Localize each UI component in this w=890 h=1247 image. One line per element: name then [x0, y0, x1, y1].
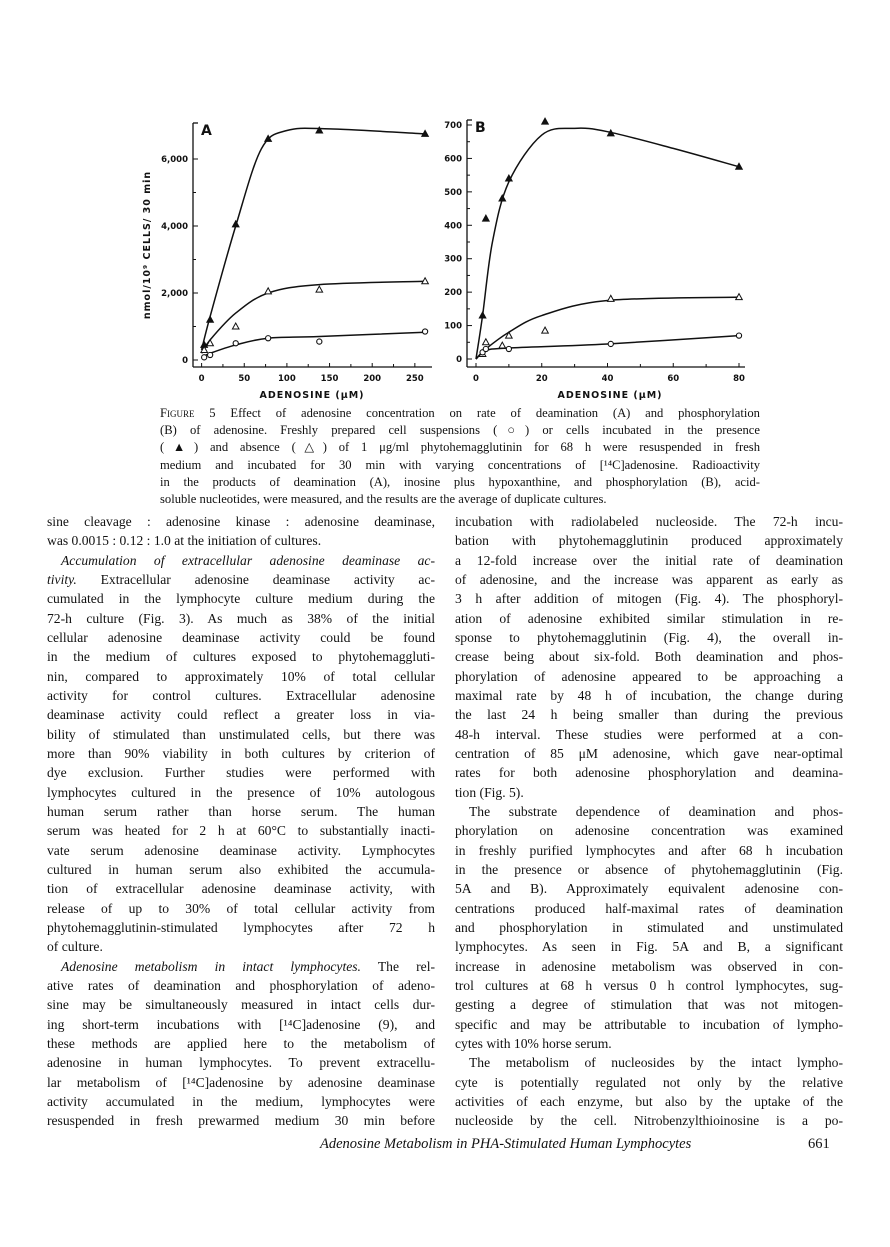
fit-curve: [476, 128, 739, 359]
text-line: [455, 918, 843, 937]
line-text: these methods are applied here to the metabolism of: [47, 1035, 435, 1051]
line-text: gesting a degree of stimulation that was not mitogen-: [455, 997, 843, 1013]
data-point-circle: [483, 346, 488, 351]
data-point-triangle: [232, 221, 239, 227]
figure-caption: [160, 405, 760, 508]
line-text: centration of 85 μM adenosine, which gave near-optimal: [455, 745, 843, 761]
data-point-triangle: [499, 342, 506, 348]
x-tick-label: 0: [198, 374, 205, 384]
line-text: deaminase activity could reflect a greater loss in via-: [47, 707, 435, 723]
data-point-triangle: [542, 327, 549, 333]
line-text: of adenosine, and the increase was apparent as early as: [455, 571, 843, 587]
caption-text: soluble nucleotides, were measured, and the results are the average of duplicate cultures.: [160, 491, 607, 506]
text-line: [455, 995, 843, 1014]
text-line: [47, 705, 435, 724]
left-text-column: [47, 512, 435, 1131]
text-line: [455, 879, 843, 898]
panel-label: B: [475, 120, 486, 136]
y-tick-label: 600: [444, 154, 462, 165]
caption-text: in the products of deamination (A), inosine plus hypoxanthine, and phosphorylation (B), acid-: [160, 474, 760, 489]
line-text: human serum rather than horse serum. The human: [47, 803, 435, 819]
line-text: cultured in human serum also exhibited the accumula-: [47, 861, 435, 877]
text-line: [47, 841, 435, 860]
chart-panel-b: [444, 118, 745, 400]
text-line: [47, 589, 435, 608]
text-line: [47, 609, 435, 628]
line-text: cellular adenosine deaminase activity could be found: [47, 629, 435, 645]
line-text: activity accumulated in the medium, lymphocytes were: [47, 1093, 435, 1109]
y-tick-label: 300: [444, 254, 462, 265]
data-point-circle: [266, 336, 271, 341]
text-line: [455, 705, 843, 724]
text-line: [455, 783, 843, 802]
text-line: [47, 783, 435, 802]
x-tick-label: 80: [733, 374, 745, 384]
figure-5: [0, 0, 890, 400]
text-line: [455, 667, 843, 686]
line-text: increase in adenosine metabolism was observed in con-: [455, 958, 843, 974]
caption-text: (▲) and absence (△) of 1 μg/ml phytohemagglutinin for 68 h were resuspended in fresh: [160, 440, 760, 455]
x-tick-label: 60: [667, 374, 680, 384]
line-text: tion of extracellular adenosine deaminase activity, with: [47, 881, 435, 897]
line-text: in freshly purified lymphocytes and after 68 h incubation: [455, 842, 843, 858]
line-text: bility of stimulated than unstimulated cells, but there was: [47, 726, 435, 742]
line-text: lar metabolism of [¹⁴C]adenosine by adenosine deaminase: [47, 1074, 435, 1090]
line-text: was 0.0015 : 0.12 : 1.0 at the initiation of cultures.: [47, 533, 322, 549]
text-line: [47, 821, 435, 840]
italic-heading: Accumulation of extracellular adenosine deaminase ac-: [61, 552, 435, 568]
line-text: The rel-: [360, 958, 435, 974]
text-line: [47, 531, 435, 550]
line-text: adenosine in human lymphocytes. To prevent extracellu-: [47, 1055, 435, 1071]
y-tick-label: 4,000: [161, 222, 188, 232]
caption-line: [160, 422, 760, 439]
line-text: trol cultures at 68 h versus 0 h control lymphocytes, sug-: [455, 977, 843, 993]
text-line: [455, 1073, 843, 1092]
panel-label: A: [201, 123, 212, 139]
caption-line: [160, 405, 760, 422]
chart-panel-a: [142, 123, 432, 400]
line-text: activities of each enzyme, but also by the uptake of the: [455, 1093, 843, 1109]
y-tick-label: 6,000: [161, 155, 188, 165]
text-line: [47, 937, 435, 956]
text-line: [455, 860, 843, 879]
text-line: [455, 937, 843, 956]
text-line: [47, 628, 435, 647]
text-line: [47, 570, 435, 589]
line-text: crease being about six-fold. Both deamination and phos-: [455, 649, 843, 665]
text-line: [455, 976, 843, 995]
line-text: The metabolism of nucleosides by the intact lympho-: [469, 1055, 843, 1071]
text-line: [455, 899, 843, 918]
line-text: in the medium of cultures exposed to phytohemaggluti-: [47, 649, 435, 665]
caption-line: [160, 474, 760, 491]
line-text: more than 90% viability in both cultures by criterion of: [47, 745, 435, 761]
data-point-triangle: [499, 195, 506, 201]
line-text: The substrate dependence of deamination and phos-: [469, 803, 843, 819]
text-line: [47, 744, 435, 763]
line-text: activity for control cultures. Extracellular adenosine: [47, 687, 435, 703]
running-title: Adenosine Metabolism in PHA-Stimulated Human Lymphocytes: [320, 1136, 692, 1152]
y-tick-label: 100: [444, 321, 462, 332]
line-text: 48-h interval. These studies were performed at a con-: [455, 726, 843, 742]
fit-curve: [476, 297, 739, 359]
text-line: [47, 918, 435, 937]
line-text: serum was heated for 2 h at 60°C to substantially inacti-: [47, 823, 435, 839]
text-line: [455, 1015, 843, 1034]
data-point-triangle: [265, 288, 272, 294]
y-tick-label: 2,000: [161, 289, 188, 299]
line-text: specific and may be attributable to incubation of lympho-: [455, 1016, 843, 1032]
text-line: [47, 1092, 435, 1111]
line-text: cytes with 10% horse serum.: [455, 1035, 612, 1051]
data-point-triangle: [483, 215, 490, 221]
y-tick-label: 200: [444, 288, 462, 299]
caption-text: medium and incubated for 30 min with varying concentrations of [¹⁴C]adenosine. Radioactivity: [160, 457, 760, 472]
line-text: ation of adenosine exhibited similar stimulation in re-: [455, 610, 843, 626]
line-text: resuspended in fresh prewarmed medium 30 min before: [47, 1113, 435, 1129]
text-line: [47, 957, 435, 976]
y-axis-label: nmol/10⁹ CELLS/ 30 min: [142, 170, 153, 320]
text-line: [47, 976, 435, 995]
caption-text: (B) of adenosine. Freshly prepared cell suspensions (○) or cells incubated in the presence: [160, 423, 760, 438]
caption-line: [160, 439, 760, 456]
text-line: [47, 647, 435, 666]
data-point-triangle: [479, 312, 486, 318]
text-line: [47, 1111, 435, 1130]
text-line: [47, 802, 435, 821]
caption-text: Effect of adenosine concentration on rate of deamination (A) and phosphorylation: [215, 406, 760, 420]
line-text: a 12-fold increase over the initial rate of deamination: [455, 552, 843, 568]
data-point-circle: [208, 352, 213, 357]
line-text: sine may be simultaneously measured in intact cells dur-: [47, 997, 435, 1013]
text-line: [455, 570, 843, 589]
line-text: in the presence or absence of phytohemagglutinin (Fig.: [455, 861, 843, 877]
x-tick-label: 50: [238, 374, 251, 384]
caption-line: [160, 457, 760, 474]
data-point-circle: [422, 329, 427, 334]
line-text: lymphocytes. As seen in Fig. 5A and B, a significant: [455, 939, 843, 955]
line-text: the last 24 h being smaller than during the previous: [455, 707, 843, 723]
line-text: incubation with radiolabeled nucleoside. The 72-h incu-: [455, 514, 843, 529]
line-text: nin, compared to approximately 10% of total cellular: [47, 668, 435, 684]
line-text: centrations produced half-maximal rates of deamination: [455, 900, 843, 916]
text-line: [47, 763, 435, 782]
text-line: [455, 725, 843, 744]
line-text: and phosphorylation in stimulated and unstimulated: [455, 919, 843, 935]
italic-heading: tivity.: [47, 571, 77, 587]
text-line: [455, 1034, 843, 1053]
right-text-column: [455, 512, 843, 1131]
line-text: phorylation on adenosine concentration was examined: [455, 823, 843, 839]
text-line: [47, 1073, 435, 1092]
data-point-circle: [202, 355, 207, 360]
line-text: sponse to phytohemagglutinin (Fig. 4), the overall in-: [455, 629, 843, 645]
text-line: [47, 860, 435, 879]
data-point-circle: [608, 341, 613, 346]
data-point-triangle: [207, 316, 214, 322]
text-line: [47, 879, 435, 898]
x-tick-label: 100: [278, 374, 296, 384]
line-text: bation with phytohemagglutinin produced approximately: [455, 533, 843, 549]
text-line: [47, 1015, 435, 1034]
y-tick-label: 500: [444, 187, 462, 198]
text-line: [455, 647, 843, 666]
data-point-triangle: [542, 118, 549, 124]
text-line: [455, 686, 843, 705]
line-text: sine cleavage : adenosine kinase : adenosine deaminase,: [47, 514, 435, 529]
line-text: 5A and B). Approximately equivalent adenosine con-: [455, 881, 843, 897]
fit-curve: [476, 336, 739, 359]
text-line: [455, 1053, 843, 1072]
line-text: ative rates of deamination and phosphorylation of adeno-: [47, 977, 435, 993]
text-line: [455, 589, 843, 608]
x-tick-label: 200: [363, 374, 382, 384]
figure-label: Figure 5: [160, 406, 216, 420]
text-line: [455, 1111, 843, 1130]
text-line: [455, 957, 843, 976]
data-point-circle: [233, 341, 238, 346]
line-text: 72-h culture (Fig. 3). As much as 38% of the initial: [47, 610, 435, 626]
fit-curve: [202, 128, 425, 350]
text-line: [455, 763, 843, 782]
line-text: 3 h after addition of mitogen (Fig. 4). The phosphoryl-: [455, 591, 843, 607]
text-line: [47, 551, 435, 570]
text-line: [47, 899, 435, 918]
data-point-triangle: [232, 323, 239, 329]
text-line: [455, 551, 843, 570]
text-line: [455, 1092, 843, 1111]
line-text: vate serum adenosine deaminase activity. Lymphocytes: [47, 842, 435, 858]
line-text: tion (Fig. 5).: [455, 784, 524, 800]
line-text: ing short-term incubations with [¹⁴C]adenosine (9), and: [47, 1016, 435, 1032]
data-point-triangle: [316, 286, 323, 292]
x-tick-label: 20: [535, 374, 548, 384]
text-line: [47, 1053, 435, 1072]
x-tick-label: 0: [473, 374, 479, 384]
y-tick-label: 0: [182, 356, 188, 366]
line-text: phytohemagglutinin-stimulated lymphocytes after 72 h: [47, 919, 435, 935]
text-line: [47, 686, 435, 705]
x-axis-label: ADENOSINE (μM): [557, 390, 663, 400]
text-line: [47, 725, 435, 744]
text-line: [455, 628, 843, 647]
caption-line: [160, 491, 760, 508]
y-tick-label: 0: [456, 355, 462, 365]
text-line: [455, 841, 843, 860]
text-line: [455, 609, 843, 628]
data-point-circle: [736, 333, 741, 338]
text-line: [455, 531, 843, 550]
line-text: cumulated in the lymphocyte culture medium during the: [47, 591, 435, 607]
data-point-triangle: [607, 295, 614, 301]
line-text: release of up to 30% of total cellular activity from: [47, 900, 435, 916]
page-number: 661: [808, 1136, 830, 1152]
line-text: Extracellular adenosine deaminase activity ac-: [76, 571, 435, 587]
y-tick-label: 400: [444, 221, 462, 232]
line-text: lymphocytes cultured in the presence of 10% autologous: [47, 784, 435, 800]
line-text: cyte is potentially regulated not only by the relative: [455, 1074, 843, 1090]
text-line: [455, 821, 843, 840]
y-tick-label: 700: [444, 121, 462, 131]
x-tick-label: 40: [601, 374, 614, 384]
text-line: [455, 744, 843, 763]
x-tick-label: 250: [405, 374, 424, 384]
text-line: [455, 802, 843, 821]
text-line: [47, 512, 435, 531]
line-text: maximal rate by 48 h of incubation, the change during: [455, 687, 843, 703]
text-line: [47, 667, 435, 686]
data-point-circle: [506, 346, 511, 351]
italic-heading: Adenosine metabolism in intact lymphocytes.: [61, 958, 361, 974]
line-text: nucleoside by the cell. Nitrobenzylthioinosine is a po-: [455, 1113, 843, 1129]
line-text: dye exclusion. Further studies were performed with: [47, 765, 435, 781]
x-axis-label: ADENOSINE (μM): [259, 390, 365, 400]
line-text: rates for both adenosine phosphorylation and deamina-: [455, 765, 843, 781]
text-line: [455, 512, 843, 531]
data-point-circle: [317, 339, 322, 344]
line-text: phorylation of adenosine appeared to be approaching a: [455, 668, 843, 684]
data-point-triangle: [483, 339, 490, 345]
x-tick-label: 150: [320, 374, 339, 384]
line-text: of culture.: [47, 939, 103, 955]
text-line: [47, 995, 435, 1014]
text-line: [47, 1034, 435, 1053]
